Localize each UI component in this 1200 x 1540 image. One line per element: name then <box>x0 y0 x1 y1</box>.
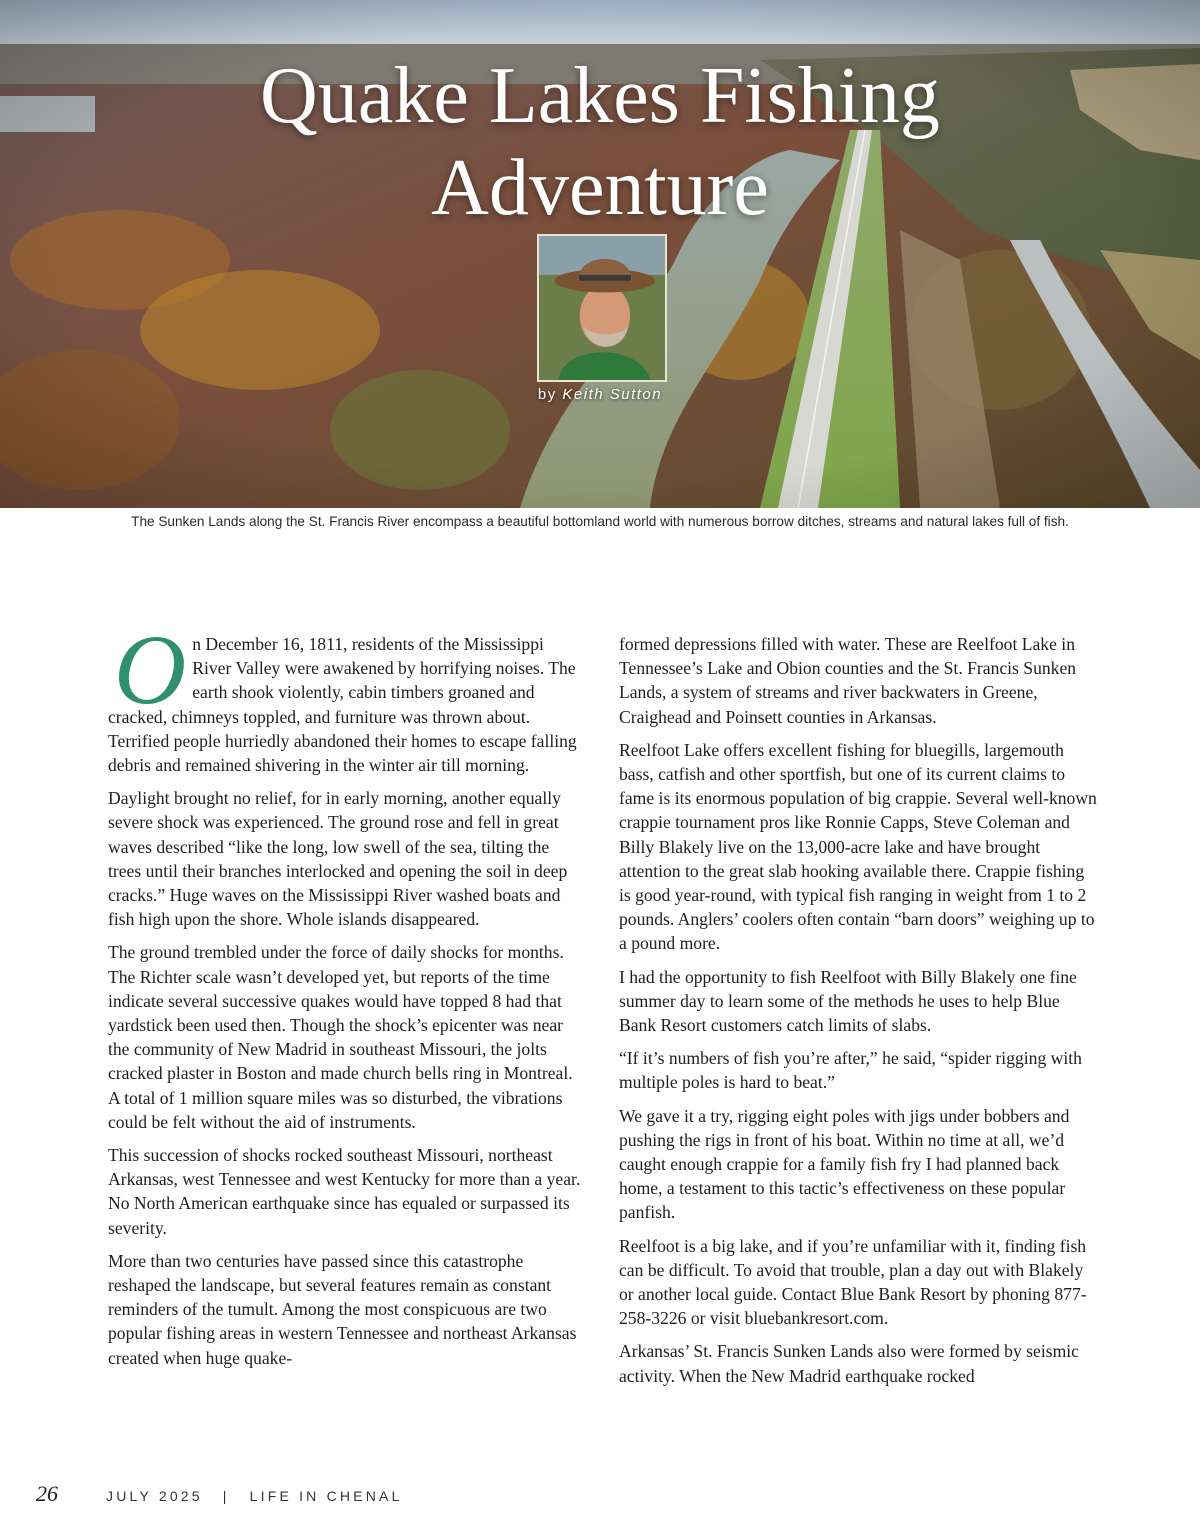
article-paragraph: formed depressions filled with water. These are Reelfoot Lake in Tennessee’s Lake and Obion counties and the St. Francis Sunken Lands, a system of streams and river backwaters in Greene, Craighead and Poinsett counties in Arkansas. <box>619 634 1077 727</box>
photo-caption: The Sunken Lands along the St. Francis River encompass a beautiful bottomland world with numerous borrow ditches, streams and natural lakes full of fish. <box>131 514 1069 529</box>
article-title <box>0 50 1200 234</box>
author-photo-image <box>539 236 665 380</box>
article-column-right <box>619 632 1097 1397</box>
footer-separator: | <box>222 1488 230 1504</box>
article-paragraph: This succession of shocks rocked southeast Missouri, northeast Arkansas, west Tennessee and west Kentucky for more than a year. No North American earthquake since has equaled or surpassed its severity. <box>108 1145 581 1238</box>
article-title-line-1: Quake Lakes Fishing <box>260 52 940 140</box>
article-paragraph <box>108 614 586 777</box>
hero-photo <box>0 0 1200 508</box>
article-paragraph: I had the opportunity to fish Reelfoot with Billy Blakely one fine summer day to learn some of the methods he uses to help Blue Bank Resort customers catch limits of slabs. <box>619 966 1077 1036</box>
article-paragraph: Arkansas’ St. Francis Sunken Lands also were formed by seismic activity. When the New Madrid earthquake rocked <box>619 1341 1079 1386</box>
article-paragraph: Reelfoot is a big lake, and if you’re unfamiliar with it, finding fish can be difficult. To avoid that trouble, plan a day out with Blakely or another local guide. Contact Blue Bank Resort by phoning 877-258-3226 or visit bluebankresort.com. <box>619 1235 1087 1329</box>
byline <box>450 386 750 403</box>
article-paragraph: More than two centuries have passed since this catastrophe reshaped the landscape, but several features remain as constant reminders of the tumult. Among the most conspicuous are two popular fishing areas in western Tennessee and northeast Arkansas created when huge quake- <box>108 1250 577 1368</box>
article-paragraph: Daylight brought no relief, for in early morning, another equally severe shock was experienced. The ground rose and fell in great waves described “like the long, low swell of the sea, tilting the trees until their branches interlocked and opening the soil in deep cracks.” Huge waves on the Mississippi River washed boats and fish high upon the shore. Whole islands disappeared. <box>108 788 568 930</box>
page-number: 26 <box>36 1481 58 1506</box>
article-title-line-2: Adventure <box>431 144 769 232</box>
running-footer <box>106 1488 403 1504</box>
article-column-left <box>108 614 586 1379</box>
publication-name: LIFE IN CHENAL <box>249 1488 403 1504</box>
issue-date: JULY 2025 <box>106 1488 203 1504</box>
paragraph-text: n December 16, 1811, residents of the Mississippi River Valley were awakened by horrifying noises. The earth shook violently, cabin timbers groaned and cracked, chimneys toppled, and furniture was thrown about. Terrified people hurriedly abandoned their homes to escape falling debris and remained shivering in the winter air till morning. <box>108 634 577 776</box>
article-paragraph: Reelfoot Lake offers excellent fishing for bluegills, largemouth bass, catfish and other sportfish, but one of its current claims to fame is its enormous population of big crappie. Several well-known crappie tournament pros like Ronnie Capps, Steve Coleman and Billy Blakely live on the 13,000-acre lake and have brought attention to the great slab hooking available there. Crappie fishing is good year-round, with typical fish ranging in weight from 1 to 2 pounds. Anglers’ coolers often contain “barn doors” weighing up to a pound more. <box>619 739 1097 954</box>
byline-prefix: by <box>537 386 557 403</box>
author-name: Keith Sutton <box>562 386 663 403</box>
author-portrait <box>537 234 667 382</box>
article-paragraph: “If it’s numbers of fish you’re after,” he said, “spider rigging with multiple poles is hard to beat.” <box>619 1048 1082 1093</box>
article-paragraph: We gave it a try, rigging eight poles with jigs under bobbers and pushing the rigs in front of his boat. Within no time at all, we’d caught enough crappie for a family fish fry I had planned back home, a testament to this tactic’s effectiveness on these popular panfish. <box>619 1105 1070 1223</box>
drop-cap: O <box>114 614 187 725</box>
article-paragraph: The ground trembled under the force of daily shocks for months. The Richter scale wasn’t developed yet, but reports of the time indicate several successive quakes would have topped 8 had that yardstick been used then. Though the shock’s epicenter was near the community of New Madrid in southeast Missouri, the jolts cracked plaster in Boston and made church bells ring in Montreal. A total of 1 million square miles was so disturbed, the vibrations could be felt without the aid of instruments. <box>108 942 573 1132</box>
